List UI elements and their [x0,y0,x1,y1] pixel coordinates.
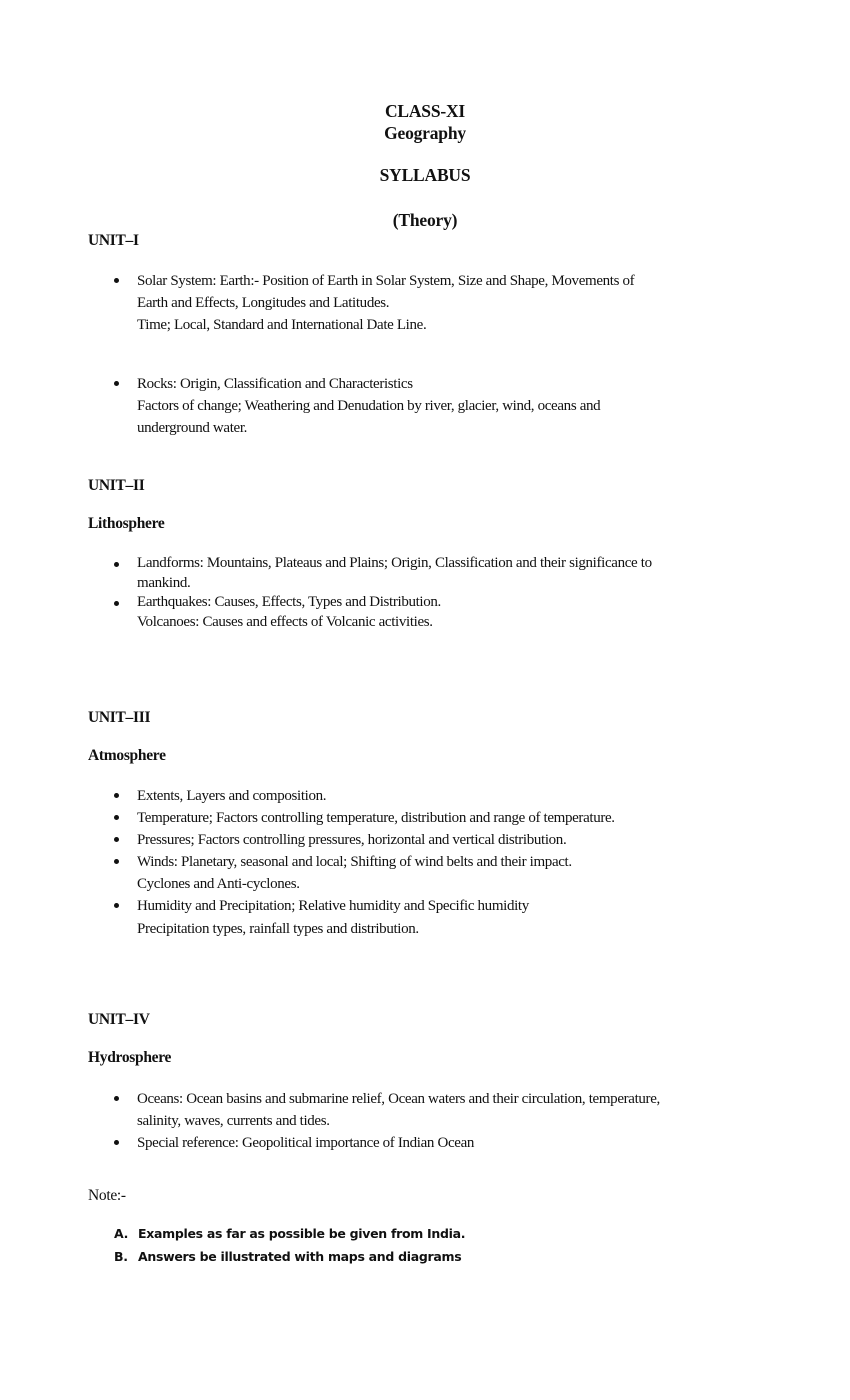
note-marker: B. [114,1249,128,1264]
unit-3-label: UNIT–III [88,709,151,726]
note-text: Examples as far as possible be given from India. [138,1226,466,1241]
list-item: Extents, Layers and composition. [114,785,774,807]
unit-4-label: UNIT–IV [88,1011,150,1028]
note-item [114,1222,465,1245]
list-item: Winds: Planetary, seasonal and local; Shifting of wind belts and their impact. Cyclones and Anti-cyclones. [114,851,774,895]
bullet-icon [114,859,119,864]
class-title: CLASS-XI [384,101,466,121]
unit-3-list [114,785,774,940]
list-item: Temperature; Factors controlling temperature, distribution and range of temperature. [114,807,774,829]
list-item: Landforms: Mountains, Plateaus and Plains; Origin, Classification and their significance to mankind. [114,554,774,593]
bullet-icon [114,815,119,820]
unit-2-list [114,554,774,632]
bullet-icon [114,381,119,386]
unit-2-title: Lithosphere [88,515,165,532]
note-label: Note:- [88,1187,126,1204]
note-marker: A. [114,1226,129,1241]
bullet-icon [114,793,119,798]
list-item: Rocks: Origin, Classification and Characteristics Factors of change; Weathering and Denudation by river, glacier, wind, oceans and underground water. [114,373,774,439]
list-item: Humidity and Precipitation; Relative humidity and Specific humidity Precipitation types, rainfall types and distribution. [114,895,774,940]
bullet-icon [114,837,119,842]
list-item: Oceans: Ocean basins and submarine relief, Ocean waters and their circulation, temperature, salinity, waves, currents and tides. [114,1088,774,1132]
list-item: Solar System: Earth:- Position of Earth in Solar System, Size and Shape, Movements of Earth and Effects, Longitudes and Latitudes. Time; Local, Standard and International Date Line. [114,270,774,336]
bullet-icon [114,1096,119,1101]
bullet-icon [114,601,119,606]
unit-1-list-b [114,373,774,439]
list-item: Special reference: Geopolitical importance of Indian Ocean [114,1132,774,1154]
unit-4-title: Hydrosphere [88,1049,172,1066]
unit-2-label: UNIT–II [88,477,145,494]
bullet-icon [114,278,119,283]
bullet-icon [114,562,119,567]
bullet-icon [114,1140,119,1145]
unit-1-list [114,270,774,336]
note-list [114,1222,465,1268]
bullet-icon [114,903,119,908]
list-item: Pressures; Factors controlling pressures, horizontal and vertical distribution. [114,829,774,851]
unit-1-label: UNIT–I [88,232,139,249]
syllabus-title: SYLLABUS [379,165,471,185]
list-item: Earthquakes: Causes, Effects, Types and Distribution. Volcanoes: Causes and effects of Volcanic activities. [114,593,774,632]
unit-4-list [114,1088,774,1154]
subject-title: Geography [384,123,466,143]
note-item [114,1245,465,1268]
section-title: (Theory) [392,210,458,230]
note-text: Answers be illustrated with maps and diagrams [138,1249,462,1264]
unit-3-title: Atmosphere [88,747,166,764]
